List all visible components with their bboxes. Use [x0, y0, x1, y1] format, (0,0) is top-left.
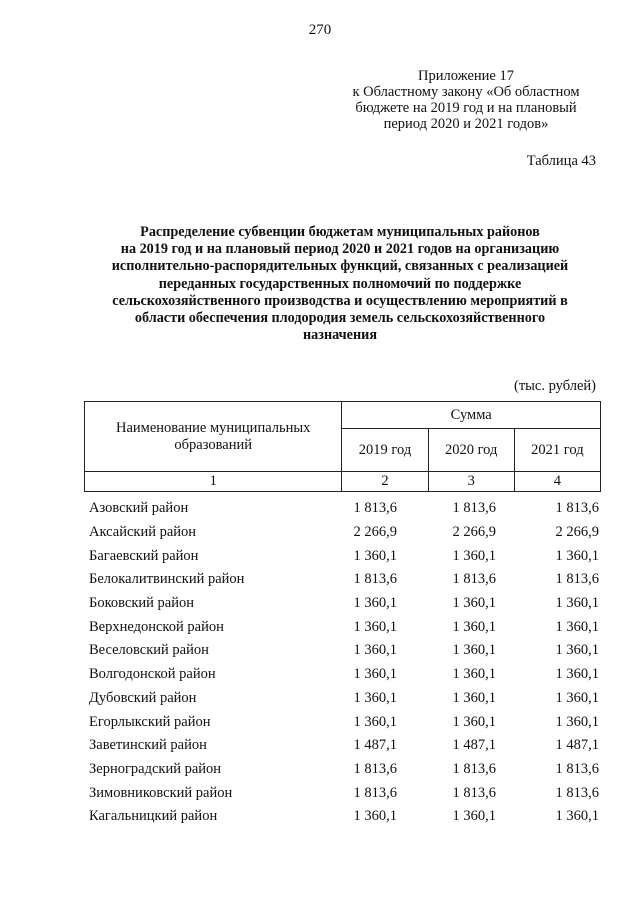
- value-2019: 2 266,9: [353, 524, 397, 541]
- district-name: Волгодонской район: [89, 666, 216, 683]
- value-2019: 1 360,1: [353, 618, 397, 635]
- value-2021: 1 360,1: [555, 713, 599, 730]
- district-name: Багаевский район: [89, 547, 199, 564]
- units-label: (тыс. рублей): [514, 378, 596, 394]
- value-2020: 1 813,6: [452, 571, 496, 588]
- district-name: Аксайский район: [89, 524, 197, 541]
- value-2020: 1 360,1: [452, 547, 496, 564]
- value-2021: 1 360,1: [555, 642, 599, 659]
- district-name: Зимовниковский район: [89, 784, 233, 801]
- table-row: [84, 544, 601, 568]
- value-2021: 1 360,1: [555, 595, 599, 612]
- table-row: [84, 805, 601, 829]
- value-2021: 2 266,9: [555, 524, 599, 541]
- value-2019: 1 360,1: [353, 666, 397, 683]
- table-row: [84, 687, 601, 711]
- table-row: [84, 734, 601, 758]
- value-2019: 1 360,1: [353, 689, 397, 706]
- table-row: [84, 663, 601, 687]
- value-2021: 1 360,1: [555, 666, 599, 683]
- district-name: Кагальницкий район: [89, 808, 218, 825]
- title-line: исполнительно-распорядительных функций, связанных с реализацией: [111, 258, 569, 275]
- table-row: [84, 521, 601, 545]
- value-2019: 1 360,1: [353, 595, 397, 612]
- header-year-2021: 2021 год: [514, 429, 600, 472]
- value-2021: 1 360,1: [555, 808, 599, 825]
- header-year-2019: 2019 год: [342, 429, 428, 472]
- value-2020: 1 360,1: [452, 595, 496, 612]
- value-2019: 1 360,1: [353, 713, 397, 730]
- value-2020: 2 266,9: [452, 524, 496, 541]
- value-2019: 1 360,1: [353, 808, 397, 825]
- title-line: назначения: [303, 327, 377, 344]
- table-body: [84, 497, 601, 829]
- header-year-2020: 2020 год: [428, 429, 514, 472]
- appendix-line: бюджете на 2019 год и на плановый: [355, 100, 577, 116]
- appendix-line: Приложение 17: [418, 68, 514, 84]
- table-row: [84, 568, 601, 592]
- value-2020: 1 360,1: [452, 642, 496, 659]
- column-number: 1: [85, 472, 342, 492]
- value-2019: 1 813,6: [353, 760, 397, 777]
- table-row: [84, 710, 601, 734]
- district-name: Азовский район: [89, 500, 189, 517]
- value-2020: 1 813,6: [452, 784, 496, 801]
- value-2019: 1 360,1: [353, 642, 397, 659]
- value-2019: 1 360,1: [353, 547, 397, 564]
- value-2020: 1 813,6: [452, 500, 496, 517]
- table-row: [84, 497, 601, 521]
- value-2019: 1 487,1: [353, 737, 397, 754]
- value-2020: 1 360,1: [452, 618, 496, 635]
- district-name: Зерноградский район: [89, 760, 222, 777]
- value-2020: 1 360,1: [452, 808, 496, 825]
- value-2021: 1 813,6: [555, 760, 599, 777]
- column-number: 3: [428, 472, 514, 492]
- table-row: [84, 615, 601, 639]
- value-2020: 1 360,1: [452, 689, 496, 706]
- title-line: области обеспечения плодородия земель сельскохозяйственного: [134, 310, 546, 327]
- header-name-column: Наименование муниципальных образований: [85, 402, 342, 472]
- page-number: 270: [308, 22, 332, 38]
- value-2021: 1 360,1: [555, 618, 599, 635]
- table-row: [84, 592, 601, 616]
- header-sum: Сумма: [342, 402, 601, 429]
- district-name: Егорлыкский район: [89, 713, 211, 730]
- title-line: сельскохозяйственного производства и осуществлению мероприятий в: [112, 292, 568, 309]
- district-name: Дубовский район: [89, 689, 197, 706]
- district-name: Верхнедонской район: [89, 618, 224, 635]
- title-line: Распределение субвенции бюджетам муниципальных районов: [140, 224, 540, 240]
- title-line: на 2019 год и на плановый период 2020 и 2021 годов на организацию: [120, 241, 560, 258]
- table-label: Таблица 43: [526, 153, 596, 169]
- value-2021: 1 813,6: [555, 500, 599, 517]
- value-2021: 1 813,6: [555, 571, 599, 588]
- table-row: [84, 758, 601, 782]
- value-2021: 1 487,1: [555, 737, 599, 754]
- column-number: 4: [514, 472, 600, 492]
- column-number: 2: [342, 472, 428, 492]
- district-name: Веселовский район: [89, 642, 209, 659]
- appendix-note: [336, 68, 596, 132]
- district-name: Заветинский район: [89, 737, 207, 754]
- district-name: Белокалитвинский район: [89, 571, 245, 588]
- table-header: [84, 401, 601, 492]
- value-2021: 1 813,6: [555, 784, 599, 801]
- table-row: [84, 639, 601, 663]
- appendix-line: период 2020 и 2021 годов»: [383, 116, 549, 132]
- table-row: [84, 781, 601, 805]
- value-2019: 1 813,6: [353, 784, 397, 801]
- value-2021: 1 360,1: [555, 547, 599, 564]
- appendix-line: к Областному закону «Об областном: [352, 84, 580, 100]
- value-2021: 1 360,1: [555, 689, 599, 706]
- document-title: [70, 224, 610, 344]
- title-line: переданных государственных полномочий по поддержке: [158, 275, 522, 292]
- district-name: Боковский район: [89, 595, 194, 612]
- value-2020: 1 360,1: [452, 666, 496, 683]
- value-2019: 1 813,6: [353, 571, 397, 588]
- value-2020: 1 360,1: [452, 713, 496, 730]
- value-2020: 1 487,1: [452, 737, 496, 754]
- value-2020: 1 813,6: [452, 760, 496, 777]
- value-2019: 1 813,6: [353, 500, 397, 517]
